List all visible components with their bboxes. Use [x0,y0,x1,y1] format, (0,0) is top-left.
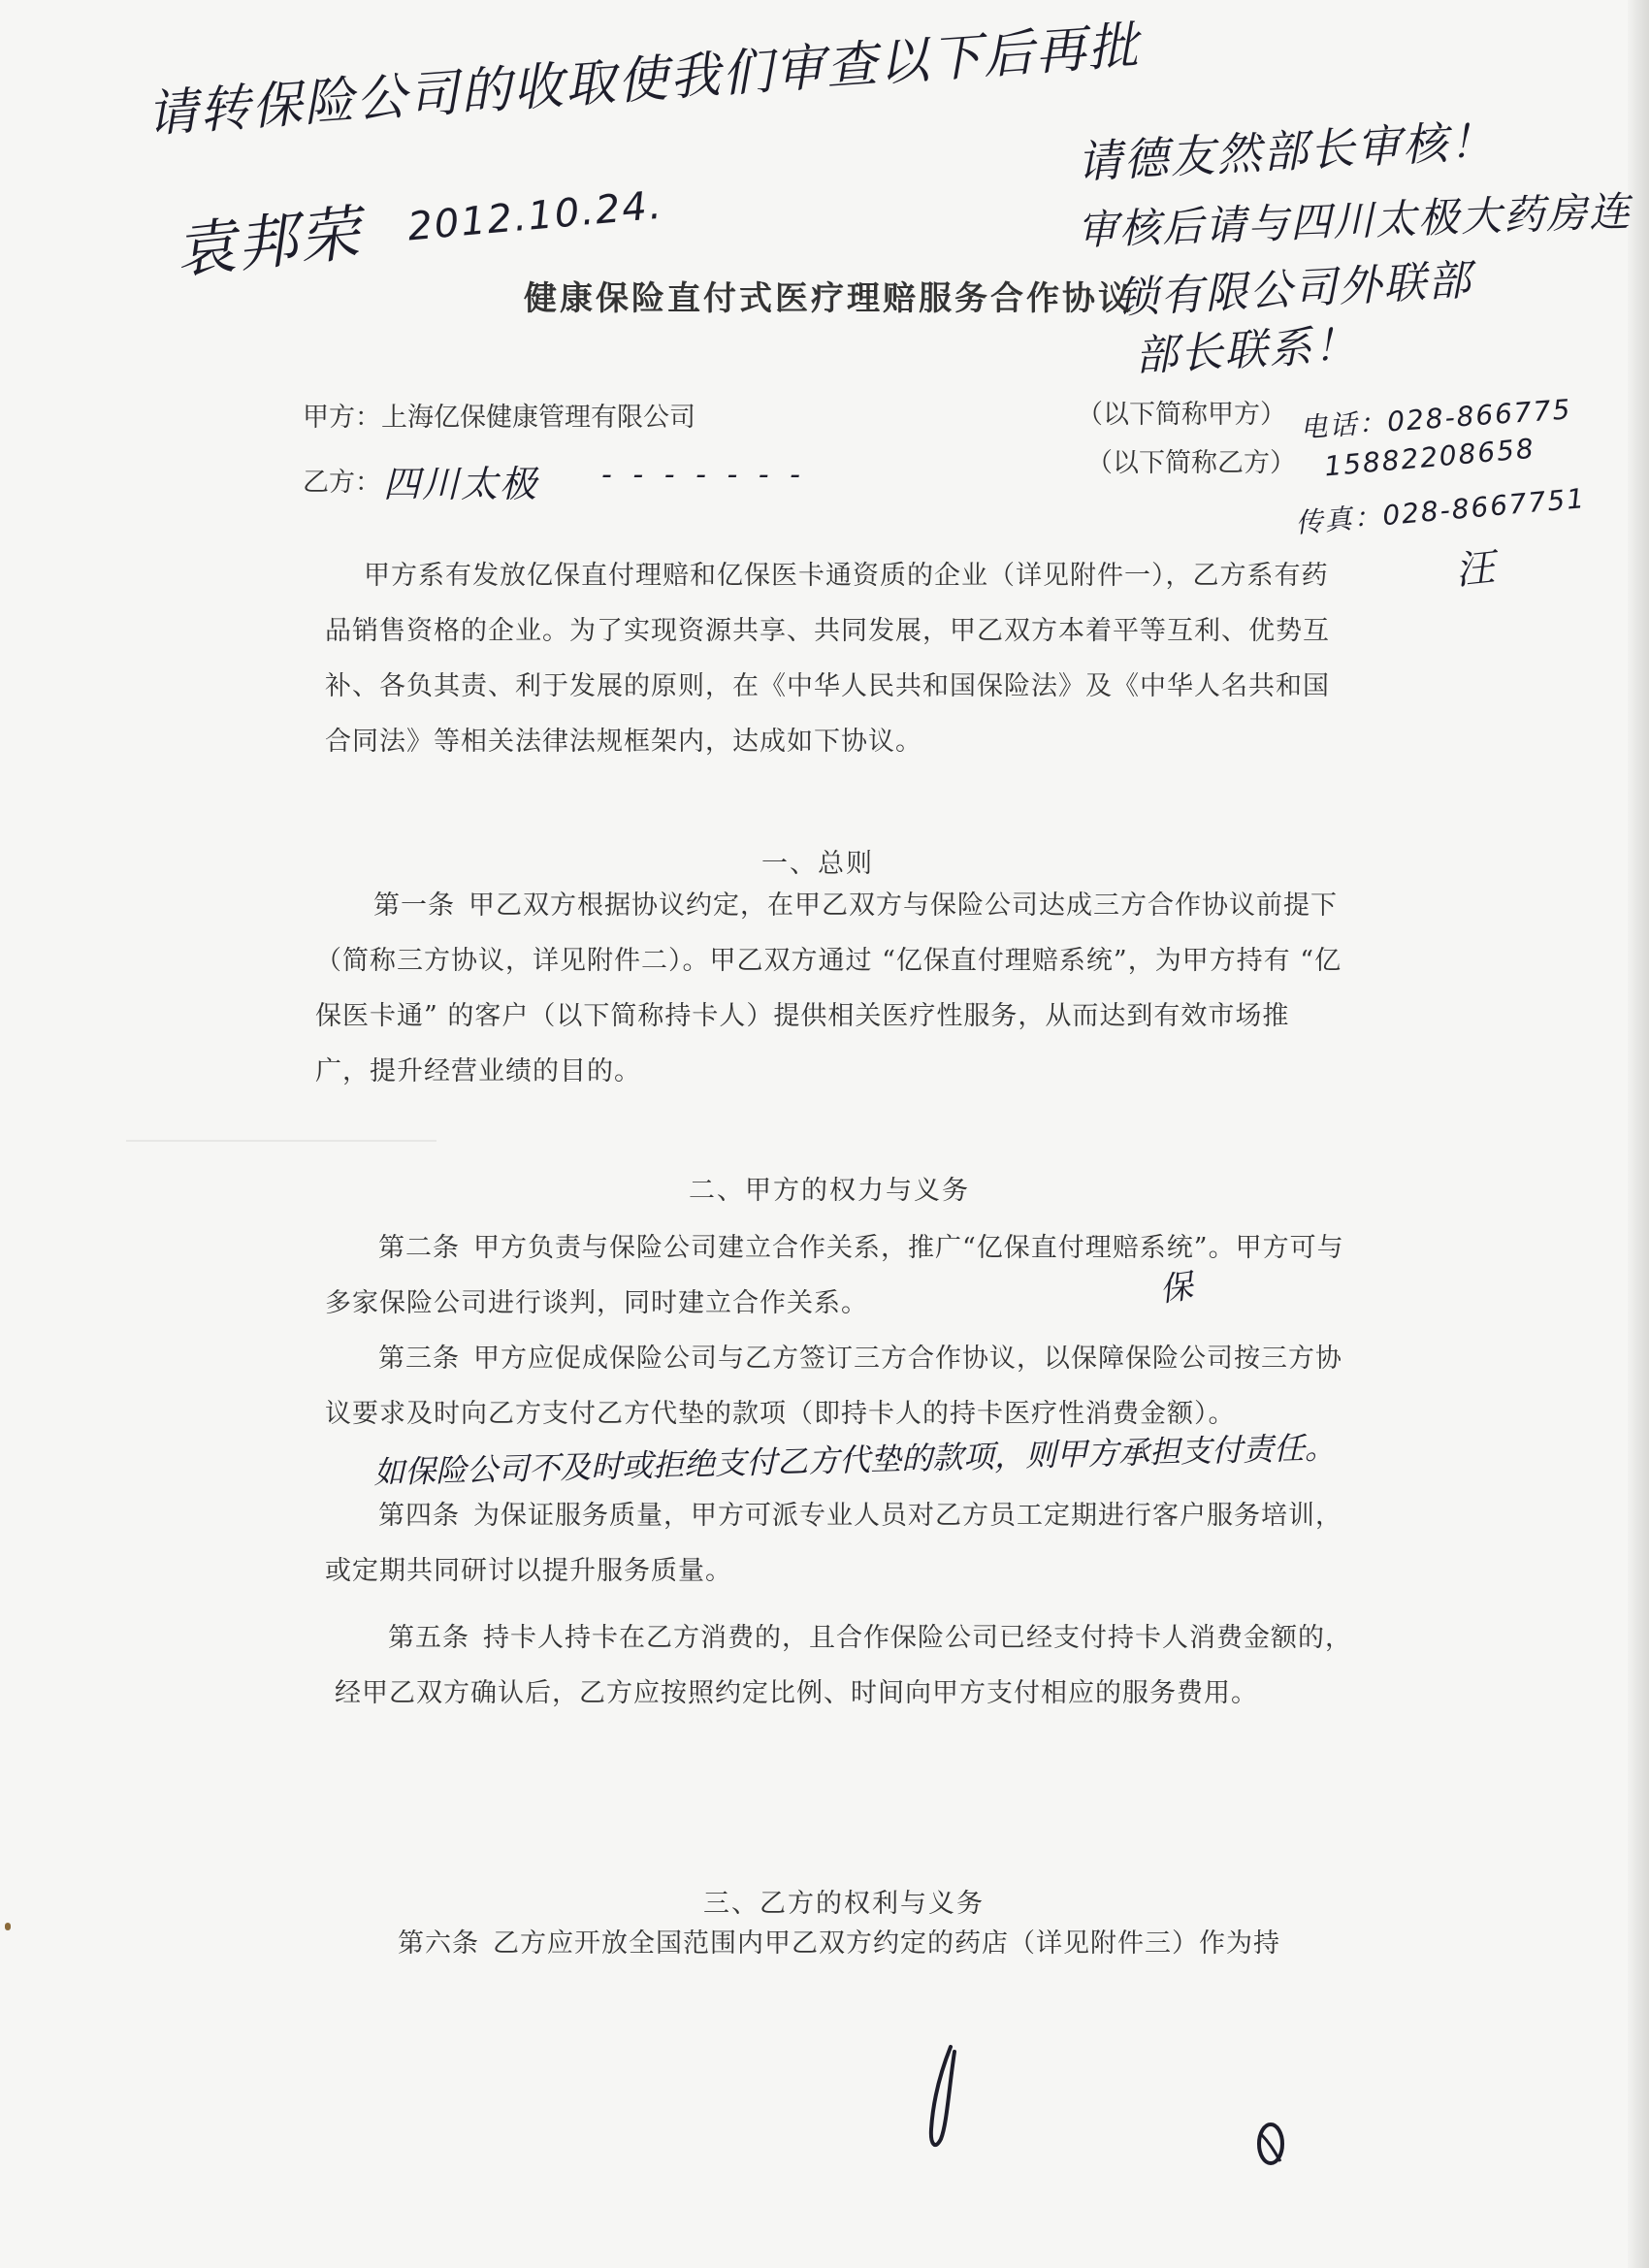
handwritten-signature: 袁邦荣 [172,197,365,287]
preamble: 甲方系有发放亿保直付理赔和亿保医卡通资质的企业（详见附件一），乙方系有药品销售资格的企业。为了实现资源共享、共同发展，甲乙双方本着平等互利、优势互补、各负其责、利于发展的原则，在《中华人民共和国保险法》及《中华人名共和国合同法》等相关法律法规框架内，达成如下协议。 [325,561,1330,757]
article-6: 第六条 乙方应开放全国范围内甲乙双方约定的药店（详见附件三）作为持 [398,1928,1280,1959]
section-2-heading: 二、甲方的权力与义务 [689,1176,970,1206]
handwritten-mobile: 15882208658 [1322,432,1536,483]
article-3: 第三条 甲方应促成保险公司与乙方签订三方合作协议，以保障保险公司按三方协议要求及时向乙方支付乙方代垫的款项（即持卡人的持卡医疗性消费金额）。 [325,1344,1342,1429]
article-4-number: 第四条 [378,1501,460,1531]
handwritten-right-note-4: 部长联系！ [1134,320,1360,381]
page-edge [1628,0,1649,2268]
handwritten-phone: 电话：028-866775 [1299,393,1573,444]
party-b-dashes: - - - - - - - [601,458,806,492]
party-b-handwritten: 四川太极 [383,463,539,505]
article-4: 第四条 为保证服务质量，甲方可派专业人员对乙方员工定期进行客户服务培训，或定期共同研讨以提升服务质量。 [325,1501,1342,1586]
handwritten-right-note-2: 审核后请与四川太极大药房连 [1076,187,1633,254]
party-b-alias: （以下简称乙方） [1086,448,1296,478]
section-3-heading: 三、乙方的权利与义务 [703,1889,985,1919]
scan-artifact [126,1140,436,1142]
article-3-handwritten-addition: 如保险公司不及时或拒绝支付乙方代垫的款项，则甲方承担支付责任。 [372,1429,1337,1491]
article-2-number: 第二条 [378,1233,460,1263]
document-title: 健康保险直付式医疗理赔服务合作协议 [524,279,1134,318]
handwritten-date: 2012.10.24. [405,182,665,250]
handwritten-right-note-3: 锁有限公司外联部 [1115,255,1474,324]
article-5-number: 第五条 [388,1623,469,1653]
article-1: 第一条 甲乙双方根据协议约定，在甲乙双方与保险公司达成三方合作协议前提下（简称三方协议，详见附件二）。甲乙双方通过 “亿保直付理赔系统”，为甲方持有 “亿保医卡通” 的客户（以下简称持卡人）提供相关医疗性服务，从而达到有效市场推广，提升经营业绩的目的。 [315,891,1342,1086]
article-6-number: 第六条 [398,1928,479,1959]
article-3-insert-mark: 保 [1156,1266,1198,1311]
handwritten-right-note-1: 请德友然部长审核！ [1076,113,1498,189]
handwritten-fax: 传真：028-8667751 [1294,481,1588,540]
party-b-label: 乙方： [303,468,381,498]
initial-mark-left [922,2042,970,2158]
article-5: 第五条 持卡人持卡在乙方消费的，且合作保险公司已经支付持卡人消费金额的，经甲乙双方确认后，乙方应按照约定比例、时间向甲方支付相应的服务费用。 [335,1623,1352,1708]
scan-speck [5,1923,11,1930]
party-a: 甲方：上海亿保健康管理有限公司 [303,403,695,433]
article-3-number: 第三条 [378,1344,460,1374]
handwritten-signer: 汪 [1453,544,1499,595]
initial-mark-right [1251,2115,1290,2173]
section-1-heading: 一、总则 [761,849,874,879]
article-2: 第二条 甲方负责与保险公司建立合作关系，推广“亿保直付理赔系统”。甲方可与多家保险公司进行谈判，同时建立合作关系。 [325,1233,1344,1318]
party-a-alias: （以下简称甲方） [1077,400,1286,430]
article-1-number: 第一条 [373,891,455,921]
handwritten-top-note: 请转保险公司的收取使我们审查以下后再批 [145,16,1143,145]
